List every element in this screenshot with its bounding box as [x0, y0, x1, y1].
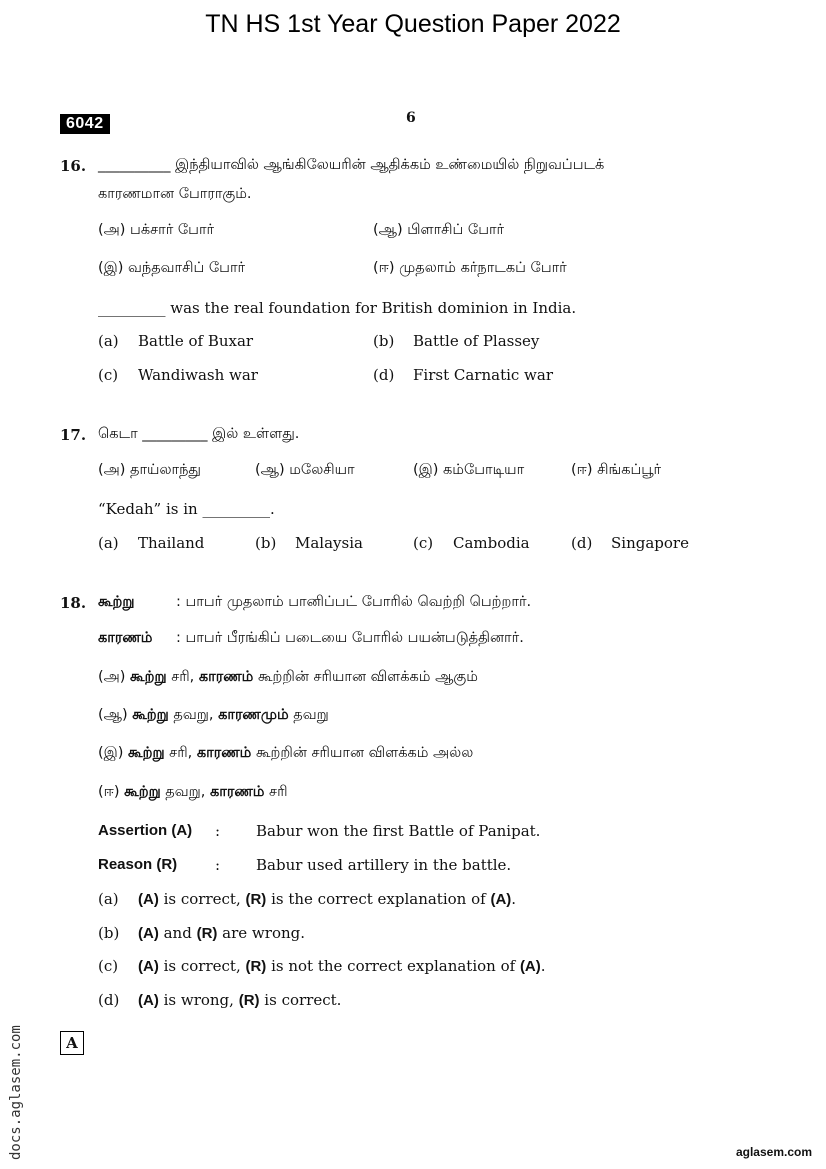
paper-code: 6042	[60, 114, 110, 134]
keyword: (R)	[245, 958, 267, 975]
keyword: (R)	[196, 925, 218, 942]
reason-label: Reason (R)	[98, 856, 178, 873]
option-mark: (ஆ)	[98, 707, 128, 723]
option-text: சரி,	[166, 669, 199, 685]
option-tamil	[98, 669, 478, 687]
option-mark: (ஈ)	[98, 784, 120, 800]
text-run: is wrong,	[158, 991, 239, 1009]
option-text	[138, 924, 305, 942]
option-tamil: (ஆ) பிளாசிப் போர்	[373, 222, 505, 238]
option-label: (b)	[98, 924, 120, 942]
option-tamil: (ஈ) சிங்கப்பூர்	[571, 462, 662, 478]
option-text: Cambodia	[453, 534, 530, 552]
text-run: .	[511, 890, 517, 908]
page-number: 6	[406, 110, 416, 126]
assertion-label-tamil: கூற்று	[98, 594, 135, 610]
question-number: 18.	[60, 594, 87, 612]
text-run: are wrong.	[217, 924, 306, 942]
option-text: Battle of Plassey	[413, 332, 540, 350]
option-text	[138, 957, 546, 975]
option-tamil: (இ) கம்போடியா	[413, 462, 525, 478]
question-text-tamil: __________ இந்தியாவில் ஆங்கிலேயரின் ஆதிக்கம் உண்மையில் நிறுவப்படக்	[98, 157, 605, 173]
keyword: கூற்று	[132, 707, 169, 723]
reason-label-tamil: காரணம்	[98, 630, 153, 646]
colon: :	[215, 856, 221, 874]
keyword: (R)	[245, 891, 267, 908]
colon: :	[215, 822, 221, 840]
option-tamil	[98, 784, 288, 802]
question-number: 16.	[60, 157, 87, 175]
option-tamil	[98, 707, 329, 725]
keyword: (A)	[490, 891, 512, 908]
option-label: (c)	[413, 534, 434, 552]
assertion-label: Assertion (A)	[98, 822, 193, 839]
option-label: (c)	[98, 366, 119, 384]
keyword: (A)	[138, 925, 159, 942]
option-label: (b)	[373, 332, 395, 350]
option-text: தவறு,	[168, 707, 219, 723]
option-text: தவறு,	[160, 784, 210, 800]
keyword: (A)	[519, 958, 541, 975]
assertion-text-tamil: : பாபர் முதலாம் பானிப்பட் போரில் வெற்றி பெற்றார்.	[176, 594, 532, 610]
option-text: கூற்றின் சரியான விளக்கம் அல்ல	[251, 745, 474, 761]
option-tamil: (ஈ) முதலாம் கர்நாடகப் போர்	[373, 260, 567, 276]
option-text: Battle of Buxar	[138, 332, 254, 350]
option-tamil: (அ) தாய்லாந்து	[98, 462, 201, 478]
keyword: (A)	[138, 891, 159, 908]
option-mark: (அ)	[98, 669, 126, 685]
option-label: (d)	[571, 534, 593, 552]
keyword: (A)	[138, 992, 159, 1009]
keyword: காரணம்	[196, 745, 252, 761]
page-title: TN HS 1st Year Question Paper 2022	[205, 10, 621, 38]
keyword: (R)	[238, 992, 260, 1009]
text-run: is correct,	[158, 890, 246, 908]
text-run: .	[540, 957, 546, 975]
option-tamil: (ஆ) மலேசியா	[255, 462, 355, 478]
question-number: 17.	[60, 426, 87, 444]
keyword: (A)	[138, 958, 159, 975]
option-tamil: (இ) வந்தவாசிப் போர்	[98, 260, 246, 276]
option-text: சரி,	[164, 745, 197, 761]
option-text: Malaysia	[295, 534, 363, 552]
reason-text-tamil: : பாபர் பீரங்கிப் படையை போரில் பயன்படுத்தினார்.	[176, 630, 524, 646]
option-text	[138, 991, 341, 1009]
text-run: and	[158, 924, 197, 942]
text-run: is correct.	[259, 991, 342, 1009]
option-text: Wandiwash war	[138, 366, 258, 384]
assertion-text: Babur won the first Battle of Panipat.	[256, 822, 541, 840]
option-tamil	[98, 745, 473, 763]
text-run: is not the correct explanation of	[266, 957, 520, 975]
keyword: காரணமும்	[218, 707, 289, 723]
option-text: Thailand	[138, 534, 205, 552]
option-text: சரி	[264, 784, 288, 800]
site-footer: aglasem.com	[735, 1145, 812, 1159]
keyword: கூற்று	[124, 784, 161, 800]
keyword: காரணம்	[198, 669, 254, 685]
text-run: is correct,	[158, 957, 246, 975]
version-box: A	[60, 1031, 84, 1055]
option-mark: (இ)	[98, 745, 124, 761]
option-text	[138, 890, 516, 908]
side-watermark: docs.aglasem.com	[8, 1025, 24, 1160]
question-text-english: “Kedah” is in _________.	[98, 500, 275, 518]
option-label: (a)	[98, 332, 119, 350]
option-label: (b)	[255, 534, 277, 552]
text-run: is the correct explanation of	[266, 890, 491, 908]
option-text: First Carnatic war	[413, 366, 554, 384]
option-tamil: (அ) பக்சார் போர்	[98, 222, 215, 238]
option-label: (c)	[98, 957, 119, 975]
keyword: கூற்று	[128, 745, 165, 761]
option-label: (a)	[98, 890, 119, 908]
question-text-tamil: காரணமான போராகும்.	[98, 186, 252, 202]
reason-text: Babur used artillery in the battle.	[256, 856, 512, 874]
keyword: காரணம்	[209, 784, 265, 800]
option-text: தவறு	[288, 707, 329, 723]
option-label: (a)	[98, 534, 119, 552]
question-text-tamil: கெடா _________ இல் உள்ளது.	[98, 426, 300, 442]
option-label: (d)	[98, 991, 120, 1009]
option-label: (d)	[373, 366, 395, 384]
option-text: Singapore	[611, 534, 689, 552]
keyword: கூற்று	[130, 669, 167, 685]
option-text: கூற்றின் சரியான விளக்கம் ஆகும்	[253, 669, 478, 685]
question-text-english: _________ was the real foundation for British dominion in India.	[98, 299, 577, 317]
